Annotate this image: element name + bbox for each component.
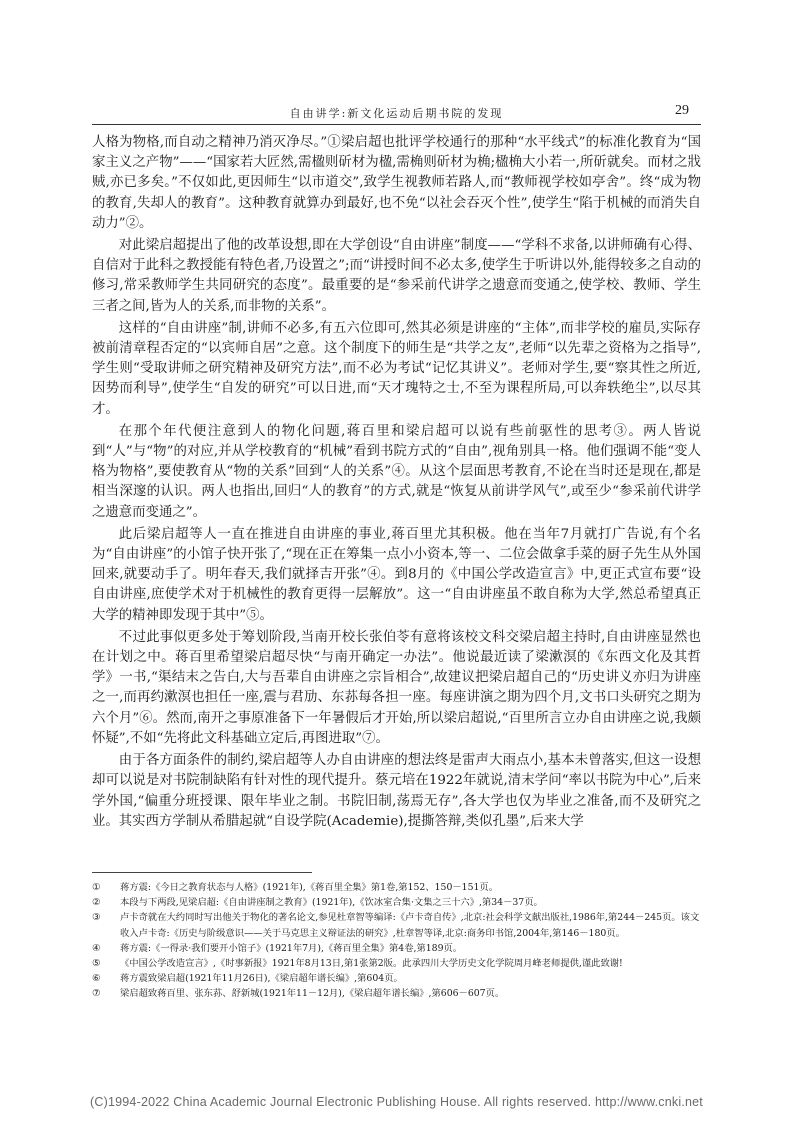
paragraph: 这样的“自由讲座”制,讲师不必多,有五六位即可,然其必须是讲座的“主体”,而非学校的雇员,实际存被前清章程否定的“以宾师自居”之意。这个制度下的师生是“共学之友”,老师“以先辈之资格为之指导”,学生则“受取讲师之研究精神及研究方法”,而不必为考试“记忆其讲义”。老师对学生,要“察其性之所近,因势而利导”,使学生“自发的研究”可以日进,而“天才瑰特之士,不至为课程所局,可以奔轶绝尘”,以尽其才。 — [92, 320, 701, 417]
footnote-text: 蒋方震:《一得录·我们要开小馆子》(1921年7月),《蒋百里全集》第4卷,第189页。 — [120, 942, 463, 954]
footnote-mark: ⑦ — [92, 988, 101, 1000]
footnote — [92, 941, 701, 956]
footnotes — [92, 880, 701, 1002]
footnote — [92, 895, 701, 910]
footnote-mark: ③ — [92, 912, 101, 924]
footnote-text: 梁启超致蒋百里、张东荪、舒新城(1921年11－12月),《梁启超年谱长编》,第606－607页。 — [120, 988, 505, 1000]
paragraph: 由于各方面条件的制约,梁启超等人办自由讲座的想法终是雷声大雨点小,基本未曾落实,但这一设想却可以说是对书院制缺陷有针对性的现代提升。蔡元培在1922年就说,清末学问“率以书院为中心”,后来学外国,“偏重分班授课、限年毕业之制。书院旧制,荡焉无存”,各大学也仅为毕业之准备,而不及研究之业。其实西方学制从希腊起就“自设学院(Academie),提撕答辩,类似孔墨”,后来大学 — [92, 753, 701, 829]
footnote-mark: ④ — [92, 942, 101, 954]
footnote-text: 《中国公学改造宣言》,《时事新报》1921年8月13日,第1张第2版。此承四川大学历史文化学院周月峰老师提供,谨此致谢! — [120, 958, 623, 970]
footnote-mark: ⑥ — [92, 973, 101, 985]
paragraph: 在那个年代便注意到人的物化问题,蒋百里和梁启超可以说有些前驱性的思考③。两人皆说到“人”与“物”的对应,并从学校教育的“机械”看到书院方式的“自由”,视角别具一格。他们强调不能“变人格为物格”,要使教育从“物的关系”回到“人的关系”④。从这个层面思考教育,不论在当时还是现在,都是相当深邃的认识。两人也指出,回归“人的教育”的方式,就是“恢复从前讲学风气”,或至少“参采前代讲学之遗意而变通之”。 — [92, 423, 701, 520]
running-header — [92, 102, 701, 125]
footnote — [92, 880, 701, 895]
paragraph: 人格为物格,而自动之精神乃消灭净尽。”①梁启超也批评学校通行的那种“水平线式”的标准化教育为“国家主义之产物”——“国家若大匠然,需楹则斫材为楹,需桷则斫材为桷;楹桷大小若一,所斫就矣。而材之戕贼,亦已多矣。”不仅如此,更因师生“以市道交”,致学生视教师若路人,而“教师视学校如亭舍”。终“成为物的教育,失却人的教育”。这种教育就算办到最好,也不免“以社会吞灭个性”,使学生“陷于机械的而消失自动力”②。 — [92, 135, 701, 231]
article-body — [92, 133, 701, 834]
paragraph: 此后梁启超等人一直在推进自由讲座的事业,蒋百里尤其积极。他在当年7月就打广告说,有个名为“自由讲座”的小馆子快开张了,“现在正在筹集一点小小资本,等一、二位会做拿手菜的厨子先生从外国回来,就要动手了。明年春天,我们就择吉开张”④。到8月的《中国公学改造宣言》中,更正式宣布要“设自由讲座,庶使学术对于机械性的教育更得一层解放”。这一“自由讲座虽不敢自称为大学,然总希望真正大学的精神即发现于其中”⑤。 — [92, 526, 701, 623]
footnote — [92, 910, 701, 940]
footnote-divider — [92, 872, 312, 873]
footnote-text: 蒋方震致梁启超(1921年11月26日),《梁启超年谱长编》,第604页。 — [120, 973, 403, 985]
paragraph: 不过此事似更多处于筹划阶段,当南开校长张伯苓有意将该校文科交梁启超主持时,自由讲座显然也在计划之中。蒋百里希望梁启超尽快“与南开确定一办法”。他说最近读了梁漱溟的《东西文化及其哲学》一书,“渠结末之告白,大与吾辈自由讲座之宗旨相合”,故建议把梁启超自己的“历史讲义亦归为讲座之一,而再约漱溟也担任一座,震与君劢、东荪每各担一座。每座讲演之期为四个月,文书口头研究之期为六个月”⑥。然而,南开之事原准备下一年暑假后才开始,所以梁启超说,“百里所言立办自由讲座之说,我颇怀疑”,不如“先将此文科基础立定后,再图进取”⑦。 — [92, 629, 701, 746]
footnote-mark: ① — [92, 882, 101, 893]
footnote-text: 蒋方震:《今日之教育状态与人格》(1921年),《蒋百里全集》第1卷,第152、150－151页。 — [120, 882, 499, 893]
footnote — [92, 986, 701, 1001]
footnote-text: 卢卡奇就在大约同时写出他关于物化的著名论文,参见杜章智等编译:《卢卡奇自传》,北京:社会科学文献出版社,1986年,第244－245页。该文收入卢卡奇:《历史与阶级意识——关于马克思主义辩证法的研究》,杜章智等译,北京:商务印书馆,2004年,第146－180页。 — [120, 912, 700, 939]
footnote — [92, 956, 701, 971]
page-number: 29 — [675, 103, 689, 118]
footnote-text: 本段与下两段,见梁启超:《自由讲座制之教育》(1921年),《饮冰室合集·文集之三十六》,第34－37页。 — [120, 897, 543, 909]
footnote-mark: ⑤ — [92, 958, 101, 970]
footnote-mark: ② — [92, 897, 101, 909]
running-title: 自由讲学:新文化运动后期书院的发现 — [289, 107, 504, 120]
footnote — [92, 971, 701, 986]
copyright-watermark: (C)1994-2022 China Academic Journal Electronic Publishing House. All rights reserved. http://www.cnki.net — [90, 1095, 703, 1109]
paragraph: 对此梁启超提出了他的改革设想,即在大学创设“自由讲座”制度——“学科不求备,以讲师确有心得、自信对于此科之教授能有特色者,乃设置之”;而“讲授时间不必太多,使学生于听讲以外,能得较多之自动的修习,常采教师学生共同研究的态度”。最重要的是“参采前代讲学之遗意而变通之,使学校、教师、学生三者之间,皆为人的关系,而非物的关系”。 — [92, 238, 701, 314]
